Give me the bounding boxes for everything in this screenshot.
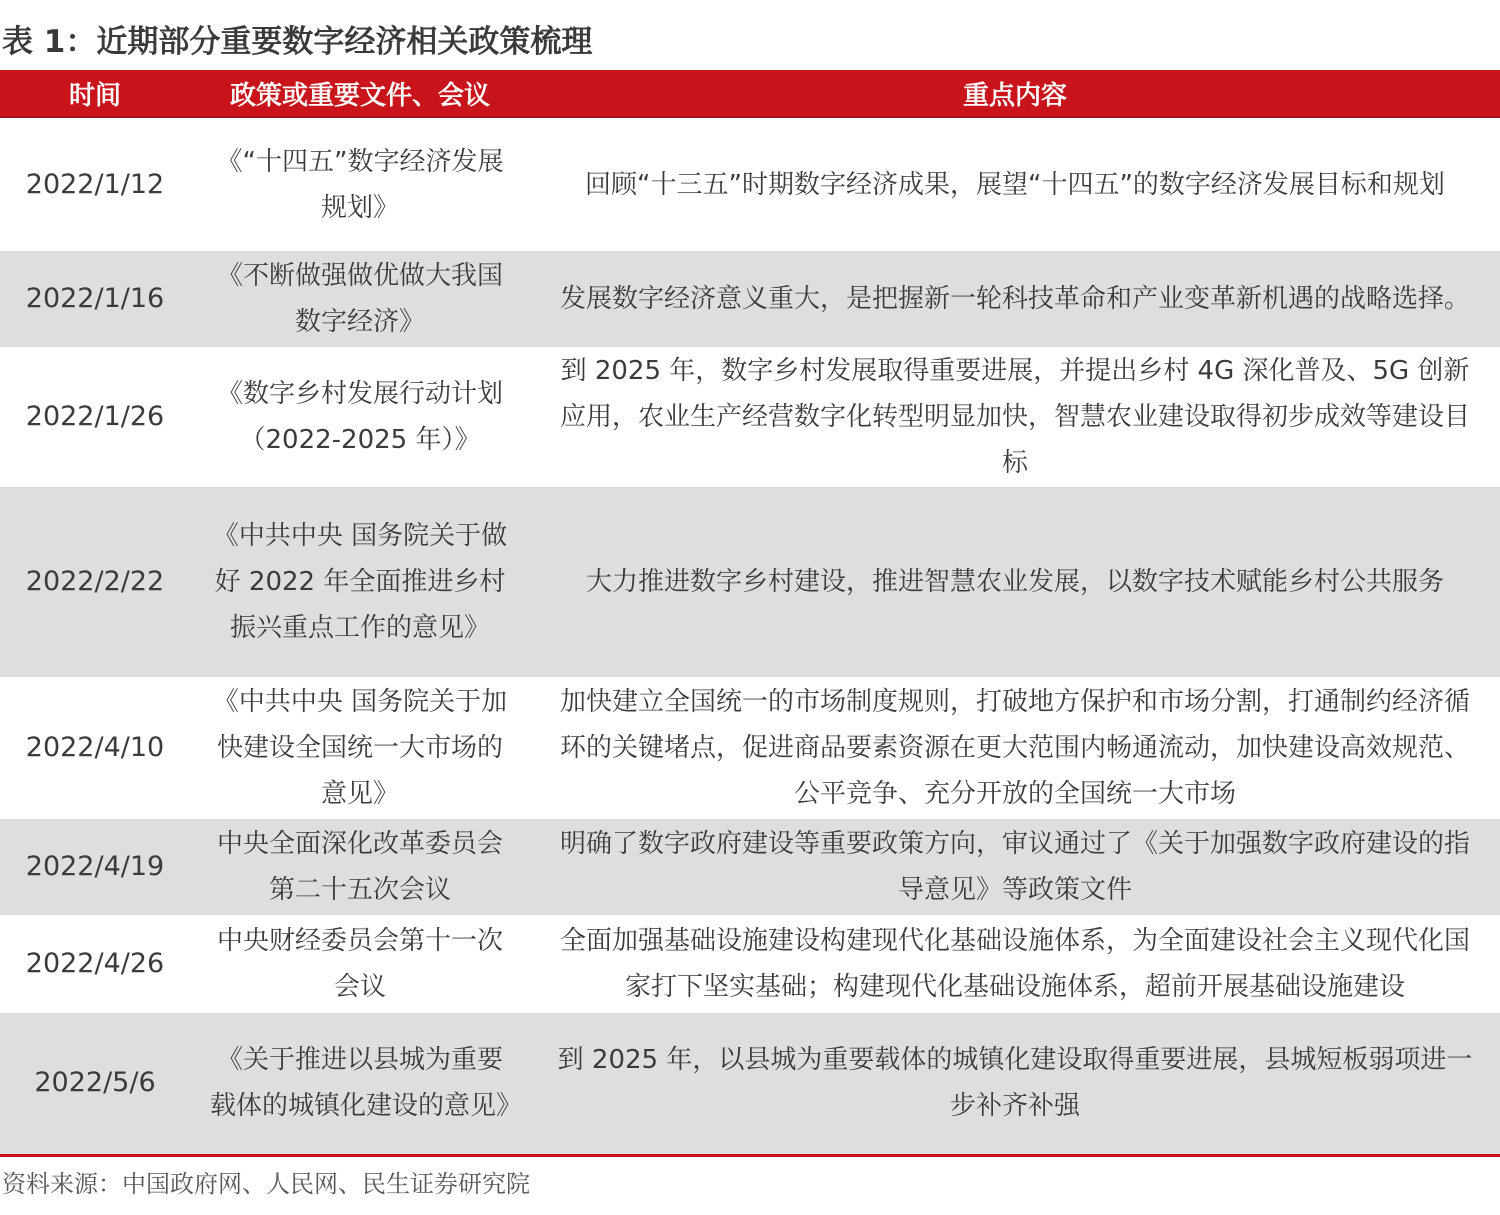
table-header-row (0, 70, 1500, 117)
row-document: 中央财经委员会第十一次会议 (216, 926, 503, 1002)
row-date: 2022/1/16 (0, 251, 190, 347)
table-row (0, 819, 1500, 915)
table-row (0, 347, 1500, 487)
table-row (0, 677, 1500, 819)
row-content: 全面加强基础设施建设构建现代化基础设施体系，为全面建设社会主义现代化国家打下坚实基础；构建现代化基础设施体系，超前开展基础设施建设 (559, 926, 1470, 1002)
row-content: 回顾“十三五”时期数字经济成果，展望“十四五”的数字经济发展目标和规划 (585, 169, 1445, 200)
row-document: 《“十四五”数字经济发展规划》 (216, 146, 504, 223)
policy-table (0, 70, 1500, 1157)
row-document: 《不断做强做优做大我国数字经济》 (190, 251, 530, 347)
source-note: 资料来源：中国政府网、人民网、民生证券研究院 (2, 1170, 530, 1198)
row-date: 2022/1/12 (25, 168, 165, 200)
row-date: 2022/2/22 (0, 487, 190, 677)
row-date: 2022/5/6 (0, 1013, 190, 1155)
row-document: 《中共中央 国务院关于做好 2022 年全面推进乡村振兴重点工作的意见》 (190, 487, 530, 677)
table-title: 表 1：近期部分重要数字经济相关政策梳理 (2, 24, 593, 60)
row-content: 加快建立全国统一的市场制度规则，打破地方保护和市场分割，打通制约经济循环的关键堵点，促进商品要素资源在更大范围内畅通流动，加快建设高效规范、公平竞争、充分开放的全国统一大市场 (559, 687, 1470, 809)
header-content: 重点内容 (530, 70, 1500, 117)
header-date: 时间 (0, 70, 190, 117)
row-document: 中央全面深化改革委员会第二十五次会议 (190, 819, 530, 915)
row-date: 2022/1/26 (25, 401, 165, 432)
header-document: 政策或重要文件、会议 (190, 70, 530, 117)
table-row (0, 487, 1500, 677)
row-document: 《数字乡村发展行动计划（2022-2025 年）》 (216, 379, 503, 455)
table-row (0, 1013, 1500, 1155)
row-date: 2022/4/19 (0, 819, 190, 915)
row-content: 到 2025 年，以县城为重要载体的城镇化建设取得重要进展，县城短板弱项进一步补齐补强 (530, 1013, 1500, 1155)
row-date: 2022/4/10 (25, 732, 165, 763)
table-row (0, 915, 1500, 1013)
row-content: 发展数字经济意义重大，是把握新一轮科技革命和产业变革新机遇的战略选择。 (530, 251, 1500, 347)
row-document: 《中共中央 国务院关于加快建设全国统一大市场的意见》 (212, 687, 508, 809)
row-content: 到 2025 年，数字乡村发展取得重要进展，并提出乡村 4G 深化普及、5G 创新应用，农业生产经营数字化转型明显加快，智慧农业建设取得初步成效等建设目标 (559, 356, 1470, 478)
table-row (0, 251, 1500, 347)
table-row (0, 117, 1500, 251)
row-date: 2022/4/26 (25, 948, 165, 979)
row-document: 《关于推进以县城为重要载体的城镇化建设的意见》 (190, 1013, 530, 1155)
row-content: 大力推进数字乡村建设，推进智慧农业发展，以数字技术赋能乡村公共服务 (530, 487, 1500, 677)
row-content: 明确了数字政府建设等重要政策方向，审议通过了《关于加强数字政府建设的指导意见》等政策文件 (530, 819, 1500, 915)
